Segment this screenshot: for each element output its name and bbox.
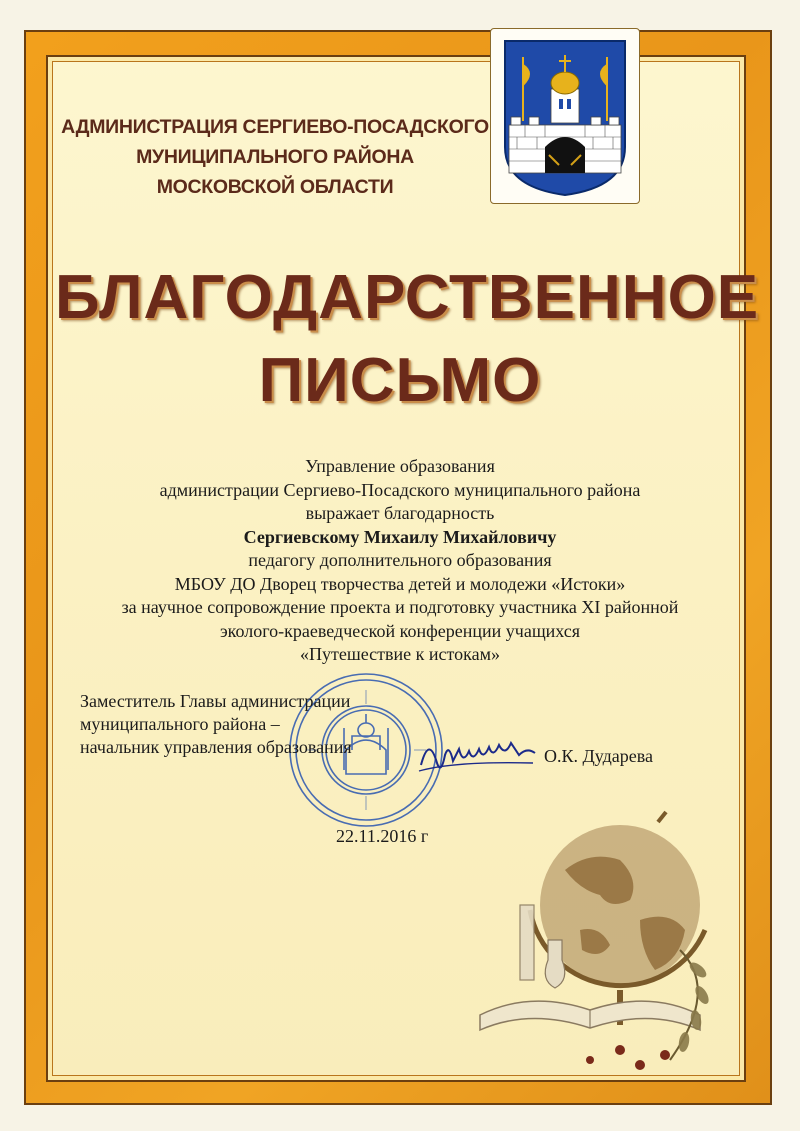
- issuer-line: МУНИЦИПАЛЬНОГО РАЙОНА: [136, 146, 414, 168]
- body-line: «Путешествие к истокам»: [300, 644, 500, 664]
- signer-name: О.К. Дударева: [544, 746, 654, 766]
- position-line: Заместитель Главы администрации: [80, 691, 351, 711]
- coat-of-arms: [490, 28, 640, 204]
- letter-body: [80, 455, 720, 667]
- body-line: МБОУ ДО Дворец творчества детей и молодежи «Истоки»: [174, 573, 626, 594]
- body-line: за научное сопровождение проекта и подготовку участника XI районной: [121, 597, 679, 617]
- issuer-line: АДМИНИСТРАЦИЯ СЕРГИЕВО-ПОСАДСКОГО: [61, 116, 489, 138]
- document-title-line2: ПИСЬМО: [258, 346, 542, 415]
- signatory-position: [80, 690, 380, 759]
- body-line: Управление образования: [305, 456, 495, 476]
- body-line: эколого-краеведческой конференции учащихся: [219, 620, 581, 641]
- handwritten-signature: [415, 725, 545, 785]
- document-date: 22.11.2016 г: [336, 826, 429, 846]
- recipient-name: Сергиевскому Михаилу Михайловичу: [243, 526, 557, 547]
- body-line: педагогу дополнительного образования: [248, 550, 552, 570]
- document-title-line1: БЛАГОДАРСТВЕННОЕ: [55, 263, 760, 332]
- issuer-header: [60, 112, 490, 202]
- position-line: начальник управления образования: [80, 737, 352, 757]
- coat-of-arms-icon: [501, 37, 629, 197]
- issuer-line: МОСКОВСКОЙ ОБЛАСТИ: [156, 176, 394, 198]
- body-line: выражает благодарность: [305, 503, 495, 523]
- globe-illustration: [470, 810, 730, 1080]
- body-line: администрации Сергиево-Посадского муниципального района: [159, 479, 641, 500]
- position-line: муниципального района –: [80, 714, 280, 734]
